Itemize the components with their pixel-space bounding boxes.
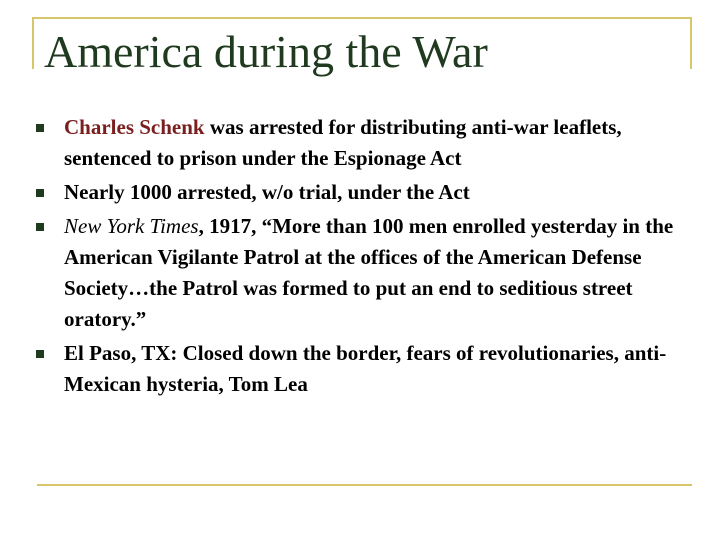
title-frame-left-line <box>32 17 34 69</box>
bullet-text: was arrested for distributing anti-war leaflets, sentenced to prison under the Espionage Act <box>64 115 622 170</box>
title-frame-top-line <box>32 17 692 19</box>
bullet-item-nyt-quote <box>36 211 696 335</box>
title-frame-right-line <box>690 17 692 69</box>
bullet-highlight-name: Charles Schenk <box>64 115 205 139</box>
bullet-item-el-paso <box>36 338 696 400</box>
bullet-text: Nearly 1000 arrested, w/o trial, under the Act <box>64 180 470 204</box>
square-bullet-icon <box>36 223 44 231</box>
bullet-text: El Paso, TX: Closed down the border, fears of revolutionaries, anti-Mexican hysteria, Tom Lea <box>64 341 667 396</box>
bottom-divider-line <box>37 484 692 486</box>
square-bullet-icon <box>36 124 44 132</box>
bullet-text: , 1917, “More than 100 men enrolled yesterday in the American Vigilante Patrol at the offices of the American Defense Society…the Patrol was formed to put an end to seditious street oratory.” <box>64 214 674 331</box>
bullet-list <box>36 112 696 403</box>
bullet-item-schenk <box>36 112 696 174</box>
bullet-item-arrests <box>36 177 696 208</box>
square-bullet-icon <box>36 350 44 358</box>
slide-title: America during the War <box>44 26 488 77</box>
square-bullet-icon <box>36 189 44 197</box>
bullet-source-name: New York Times <box>64 214 199 238</box>
